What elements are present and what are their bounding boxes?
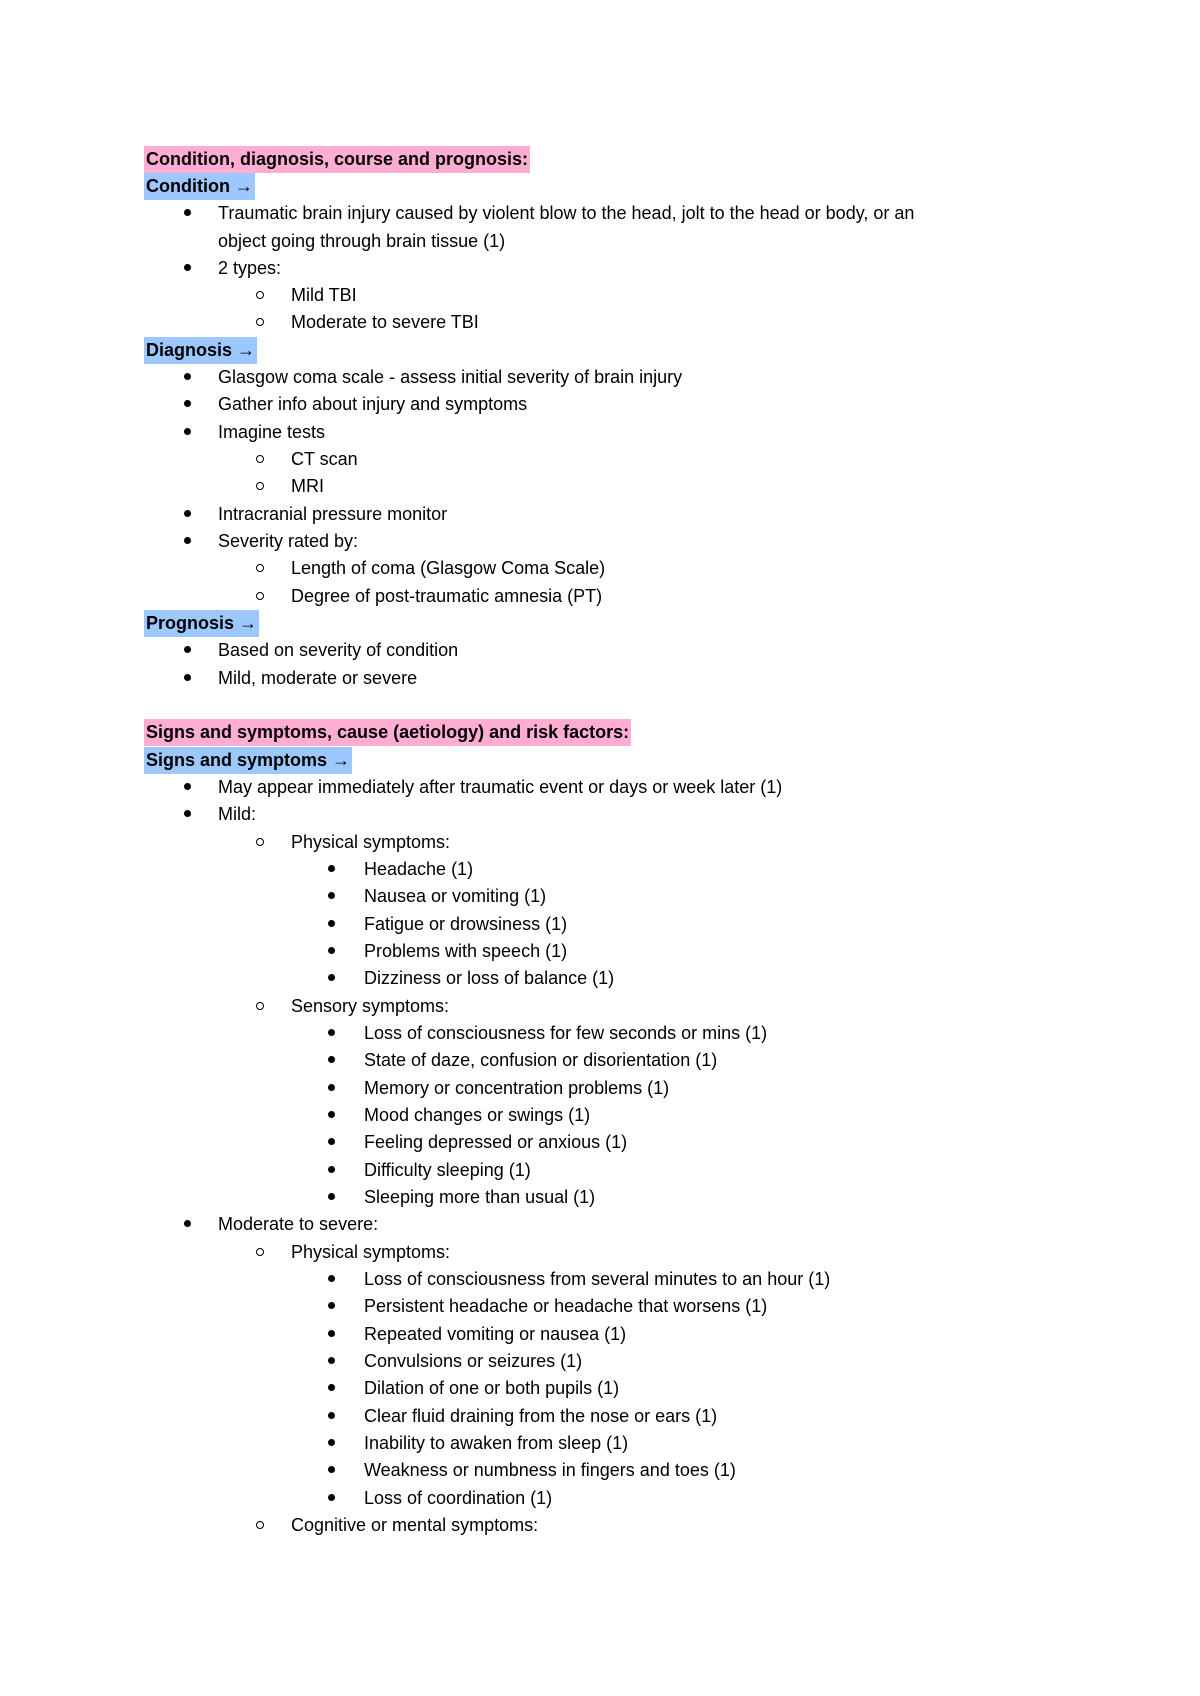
bullet-icon xyxy=(328,1412,335,1419)
list-item-text: Imagine tests xyxy=(218,422,326,442)
bullet-icon xyxy=(328,974,335,981)
bullet-icon xyxy=(184,537,191,544)
list-item-text: Repeated vomiting or nausea (1) xyxy=(364,1324,627,1344)
circle-bullet-icon xyxy=(256,291,264,299)
bullet-icon xyxy=(184,510,191,517)
list-item-text: Mood changes or swings (1) xyxy=(364,1105,591,1125)
list-item-text: Inability to awaken from sleep (1) xyxy=(364,1433,629,1453)
list-item-text: MRI xyxy=(291,476,324,496)
bullet-icon xyxy=(328,1111,335,1118)
list-item-text: Mild, moderate or severe xyxy=(218,668,418,688)
list-item-text: Difficulty sleeping (1) xyxy=(364,1160,531,1180)
bullet-icon xyxy=(328,1029,335,1036)
circle-bullet-icon xyxy=(256,318,264,326)
circle-bullet-icon xyxy=(256,1248,264,1256)
subsection-heading-text: Signs and symptoms → xyxy=(144,747,352,774)
list-item-text: Physical symptoms: xyxy=(291,832,451,852)
list-item-text: Loss of consciousness for few seconds or mins (1) xyxy=(364,1023,768,1043)
circle-bullet-icon xyxy=(256,1002,264,1010)
list-item-text: State of daze, confusion or disorientation (1) xyxy=(364,1050,718,1070)
list-item-text: Problems with speech (1) xyxy=(364,941,568,961)
list-item-text: Moderate to severe TBI xyxy=(291,312,479,332)
list-item-text: Severity rated by: xyxy=(218,531,359,551)
list-item-text: Persistent headache or headache that worsens (1) xyxy=(364,1296,768,1316)
list-item-text: Sleeping more than usual (1) xyxy=(364,1187,596,1207)
bullet-icon xyxy=(328,1275,335,1282)
list-item-text: Cognitive or mental symptoms: xyxy=(291,1515,539,1535)
subsection-heading-signs xyxy=(144,747,352,774)
list-item-text: Clear fluid draining from the nose or ears (1) xyxy=(364,1406,718,1426)
list-item-text: Memory or concentration problems (1) xyxy=(364,1078,670,1098)
circle-bullet-icon xyxy=(256,482,264,490)
bullet-icon xyxy=(328,1302,335,1309)
bullet-icon xyxy=(328,947,335,954)
bullet-icon xyxy=(328,892,335,899)
bullet-icon xyxy=(328,1056,335,1063)
list-item-text: Based on severity of condition xyxy=(218,640,459,660)
circle-bullet-icon xyxy=(256,592,264,600)
list-item-text: Dizziness or loss of balance (1) xyxy=(364,968,615,988)
bullet-icon xyxy=(328,1193,335,1200)
list-item-text: Length of coma (Glasgow Coma Scale) xyxy=(291,558,606,578)
subsection-heading-condition xyxy=(144,173,255,200)
list-item-text: Moderate to severe: xyxy=(218,1214,379,1234)
bullet-icon xyxy=(328,1439,335,1446)
list-item-text: Weakness or numbness in fingers and toes (1) xyxy=(364,1460,736,1480)
circle-bullet-icon xyxy=(256,838,264,846)
bullet-icon xyxy=(328,1138,335,1145)
list-item-text: Traumatic brain injury caused by violent blow to the head, jolt to the head or body, or an xyxy=(218,203,915,223)
circle-bullet-icon xyxy=(256,1521,264,1529)
bullet-icon xyxy=(184,674,191,681)
bullet-icon xyxy=(184,209,191,216)
bullet-icon xyxy=(328,1466,335,1473)
list-item-text: Headache (1) xyxy=(364,859,474,879)
list-item-text: Degree of post-traumatic amnesia (PT) xyxy=(291,586,603,606)
bullet-icon xyxy=(184,264,191,271)
subsection-heading-prognosis xyxy=(144,610,259,637)
section-title xyxy=(144,719,631,746)
list-item-text: Convulsions or seizures (1) xyxy=(364,1351,583,1371)
subsection-heading-text: Prognosis → xyxy=(144,610,259,637)
subsection-heading-diagnosis xyxy=(144,337,257,364)
list-item-text: Mild TBI xyxy=(291,285,357,305)
bullet-icon xyxy=(184,646,191,653)
circle-bullet-icon xyxy=(256,455,264,463)
list-item-text: Nausea or vomiting (1) xyxy=(364,886,547,906)
bullet-icon xyxy=(328,920,335,927)
list-item-text: object going through brain tissue (1) xyxy=(218,231,506,251)
list-item-text: Fatigue or drowsiness (1) xyxy=(364,914,568,934)
bullet-icon xyxy=(328,1166,335,1173)
circle-bullet-icon xyxy=(256,564,264,572)
list-item-text: Gather info about injury and symptoms xyxy=(218,394,528,414)
list-item-text: Glasgow coma scale - assess initial severity of brain injury xyxy=(218,367,683,387)
bullet-icon xyxy=(328,1357,335,1364)
bullet-icon xyxy=(184,428,191,435)
section-title xyxy=(144,146,530,173)
bullet-icon xyxy=(184,400,191,407)
bullet-icon xyxy=(328,1330,335,1337)
bullet-icon xyxy=(328,1384,335,1391)
bullet-icon xyxy=(184,810,191,817)
list-item-text: Sensory symptoms: xyxy=(291,996,450,1016)
list-item-text: 2 types: xyxy=(218,258,282,278)
bullet-icon xyxy=(328,1084,335,1091)
section-title-text: Signs and symptoms, cause (aetiology) and risk factors: xyxy=(144,719,631,746)
list-item-text: May appear immediately after traumatic event or days or week later (1) xyxy=(218,777,783,797)
list-item-text: Loss of coordination (1) xyxy=(364,1488,553,1508)
bullet-icon xyxy=(328,865,335,872)
bullet-icon xyxy=(184,1220,191,1227)
bullet-icon xyxy=(184,373,191,380)
list-item-text: Physical symptoms: xyxy=(291,1242,451,1262)
subsection-heading-text: Condition → xyxy=(144,173,255,200)
list-item-text: Intracranial pressure monitor xyxy=(218,504,448,524)
list-item-text: Feeling depressed or anxious (1) xyxy=(364,1132,628,1152)
list-item-text: Loss of consciousness from several minutes to an hour (1) xyxy=(364,1269,831,1289)
subsection-heading-text: Diagnosis → xyxy=(144,337,257,364)
list-item-text: CT scan xyxy=(291,449,358,469)
section-title-text: Condition, diagnosis, course and prognosis: xyxy=(144,146,530,173)
list-item-text: Mild: xyxy=(218,804,257,824)
bullet-icon xyxy=(328,1494,335,1501)
bullet-icon xyxy=(184,783,191,790)
list-item-text: Dilation of one or both pupils (1) xyxy=(364,1378,620,1398)
